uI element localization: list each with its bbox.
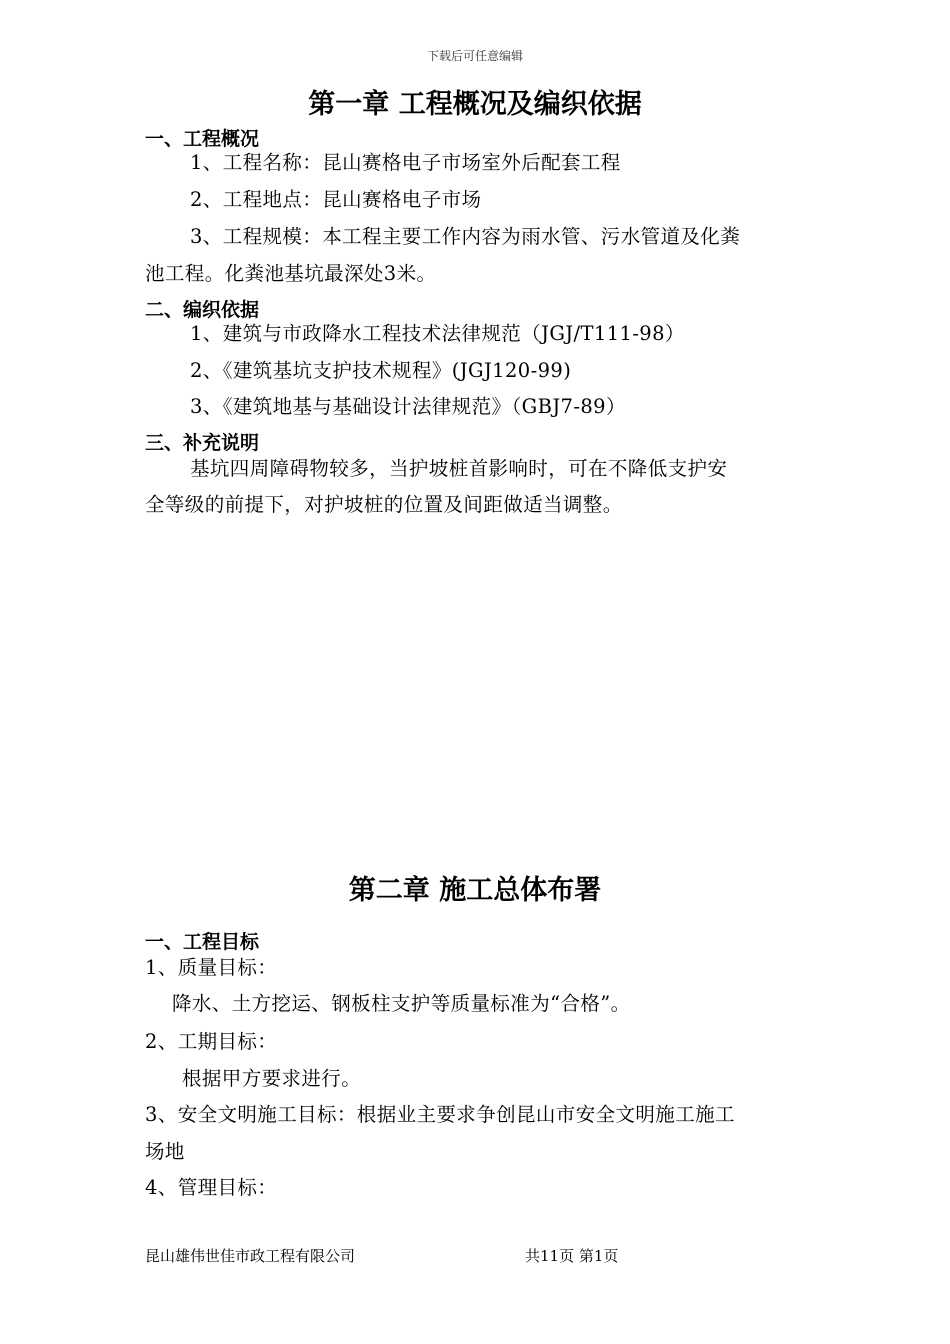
basis-item-2: 2、《建筑基坑支护技术规程》(JGJ120-99) bbox=[190, 359, 572, 382]
chapter-2-title: 第二章 施工总体布署 bbox=[348, 875, 602, 906]
quality-goal-text: 降水、土方挖运、钢板柱支护等质量标准为“合格”。 bbox=[172, 992, 631, 1015]
project-location-line: 2、工程地点：昆山赛格电子市场 bbox=[190, 188, 482, 211]
project-name-line: 1、工程名称：昆山赛格电子市场室外后配套工程 bbox=[190, 151, 621, 174]
section-heading-supplement: 三、补充说明 bbox=[145, 432, 260, 454]
section-heading-goals: 一、工程目标 bbox=[145, 931, 260, 953]
section-heading-overview: 一、工程概况 bbox=[145, 128, 260, 150]
project-scale-line-2: 池工程。化粪池基坑最深处3米。 bbox=[145, 262, 437, 285]
chapter-1-title: 第一章 工程概况及编织依据 bbox=[308, 89, 642, 120]
project-scale-line-1: 3、工程规模：本工程主要工作内容为雨水管、污水管道及化粪 bbox=[190, 225, 741, 248]
quality-goal-label: 1、质量目标： bbox=[145, 956, 278, 979]
safety-goal-line-2: 场地 bbox=[145, 1140, 185, 1163]
schedule-goal-text: 根据甲方要求进行。 bbox=[182, 1067, 362, 1090]
section-heading-basis: 二、编织依据 bbox=[145, 299, 260, 321]
supplement-line-2: 全等级的前提下，对护坡桩的位置及间距做适当调整。 bbox=[145, 493, 623, 516]
management-goal-label: 4、管理目标： bbox=[145, 1176, 278, 1199]
footer-company: 昆山雄伟世佳市政工程有限公司 bbox=[145, 1247, 356, 1265]
basis-item-3: 3、《建筑地基与基础设计法律规范》（GBJ7-89） bbox=[190, 395, 626, 418]
header-note: 下载后可任意编辑 bbox=[426, 49, 523, 63]
footer-page-count: 共11页 第1页 bbox=[525, 1247, 619, 1265]
basis-item-1: 1、建筑与市政降水工程技术法律规范（JGJ/T111-98） bbox=[190, 322, 685, 345]
supplement-line-1: 基坑四周障碍物较多，当护坡桩首影响时，可在不降低支护安 bbox=[190, 457, 728, 480]
schedule-goal-label: 2、工期目标： bbox=[145, 1030, 278, 1053]
safety-goal-line-1: 3、安全文明施工目标：根据业主要求争创昆山市安全文明施工施工 bbox=[145, 1103, 735, 1126]
